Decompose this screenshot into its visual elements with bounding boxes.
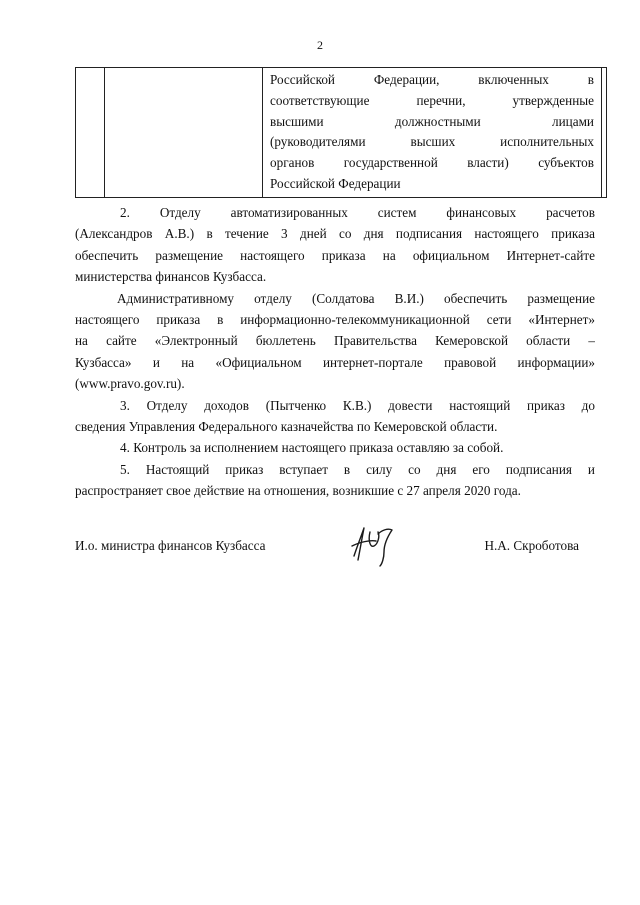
paragraph-line: 2. Отделу автоматизированных систем финансовых расчетов — [120, 205, 595, 220]
paragraph-admin — [75, 288, 595, 395]
signature-block — [75, 534, 595, 574]
page-number: 2 — [317, 38, 323, 52]
table-line: Российской Федерации, включенных в — [270, 72, 594, 87]
handwritten-signature-icon — [348, 522, 404, 568]
table-line: соответствующие перечни, утвержденные — [270, 92, 594, 108]
table-line: (руководителями высших исполнительных — [270, 134, 594, 150]
signatory-name: Н.А. Скроботова — [484, 538, 579, 553]
paragraph-line: настоящего приказа в информационно-телекоммуникационной сети «Интернет» — [75, 312, 595, 328]
paragraph-line: сведения Управления Федерального казначейства по Кемеровской области. — [75, 419, 498, 435]
paragraph-line: 3. Отделу доходов (Пытченко К.В.) довести настоящий приказ до — [120, 397, 595, 413]
paragraph-line: (www.pravo.gov.ru). — [75, 376, 185, 392]
paragraph-3 — [75, 395, 595, 438]
paragraph-line: на сайте «Электронный бюллетень Правительства Кемеровской области – — [75, 333, 595, 349]
table-line: высшими должностными лицами — [270, 113, 594, 129]
table-line: Российской Федерации — [270, 175, 401, 191]
paragraph-2 — [75, 202, 595, 288]
paragraph-5 — [75, 459, 595, 502]
table-column-divider — [262, 68, 263, 197]
table-cell-text — [270, 70, 594, 195]
paragraph-line: (Александров А.В.) в течение 3 дней со дня подписания настоящего приказа — [75, 226, 595, 242]
paragraph-line: распространяет свое действие на отношения, возникшие с 27 апреля 2020 года. — [75, 483, 521, 499]
paragraph-line: обеспечить размещение настоящего приказа на официальном Интернет-сайте — [75, 247, 595, 263]
table-column-divider — [104, 68, 105, 197]
paragraph-line: Административному отделу (Солдатова В.И.) обеспечить размещение — [117, 290, 595, 306]
paragraph-line: Кузбасса» и на «Официальном интернет-портале правовой информации» — [75, 354, 595, 370]
document-body — [75, 202, 595, 502]
table-line: органов государственной власти) субъектов — [270, 155, 594, 171]
paragraph-line: 4. Контроль за исполнением настоящего приказа оставляю за собой. — [120, 440, 504, 456]
paragraph-4 — [75, 437, 595, 458]
signatory-position: И.о. министра финансов Кузбасса — [75, 538, 266, 553]
table — [75, 67, 607, 198]
table-column-divider — [601, 68, 602, 197]
paragraph-line: 5. Настоящий приказ вступает в силу со дня его подписания и — [120, 461, 595, 477]
paragraph-line: министерства финансов Кузбасса. — [75, 269, 267, 285]
